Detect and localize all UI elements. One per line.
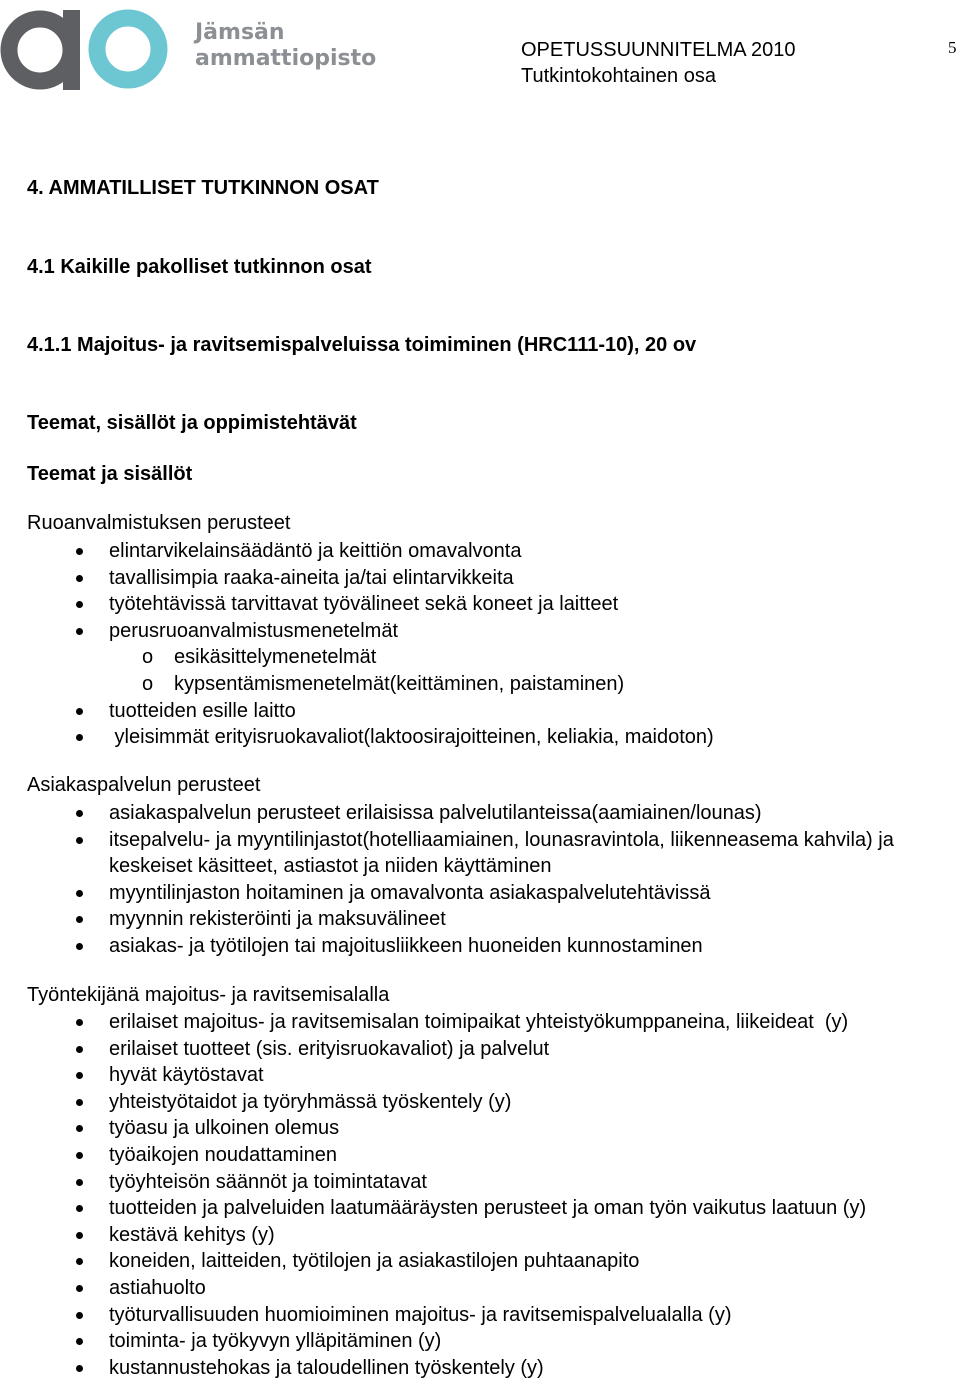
list-item: itsepalvelu- ja myyntilinjastot(hotelliaamiainen, lounasravintola, liikenneasema kahvila) ja keskeiset käsitteet, astiastot ja niiden käyttäminen <box>27 827 952 880</box>
bullet-icon <box>76 1099 83 1106</box>
list-item: perusruoanvalmistusmenetelmät <box>27 618 952 645</box>
bullet-icon <box>76 916 83 923</box>
list-item: erilaiset majoitus- ja ravitsemisalan toimipaikat yhteistyökumppaneina, liikeideat (y) <box>27 1009 952 1036</box>
section-heading: 4.1 Kaikille pakolliset tutkinnon osat <box>27 256 372 278</box>
bullet-icon <box>76 1072 83 1079</box>
list-item: työtehtävissä tarvittavat työvälineet sekä koneet ja laitteet <box>27 591 952 618</box>
sub-list-item: o kypsentämismenetelmät(keittäminen, paistaminen) <box>27 671 952 698</box>
list-item: tavallisimpia raaka-aineita ja/tai elintarvikkeita <box>27 565 952 592</box>
ao-logo-icon <box>0 0 190 100</box>
list-item: tuotteiden ja palveluiden laatumääräysten perusteet ja oman työn vaikutus laatuun (y) <box>27 1195 952 1222</box>
section-title-customer-service: Asiakaspalvelun perusteet <box>27 774 261 796</box>
school-name-line1: Jämsän <box>195 20 285 45</box>
module-heading: 4.1.1 Majoitus- ja ravitsemispalveluissa toimiminen (HRC111-10), 20 ov <box>27 334 697 356</box>
bullet-icon <box>76 1258 83 1265</box>
header-subtitle: Tutkintokohtainen osa <box>521 65 716 87</box>
list-item: hyvät käytöstavat <box>27 1062 952 1089</box>
list-item: työyhteisön säännöt ja toimintatavat <box>27 1169 952 1196</box>
list-item: astiahuolto <box>27 1275 952 1302</box>
bullet-icon <box>76 575 83 582</box>
employee-list <box>27 1009 952 1381</box>
header-title: OPETUSSUUNNITELMA 2010 <box>521 39 796 61</box>
school-name <box>195 20 376 72</box>
page-number: 5 <box>948 38 957 57</box>
bullet-icon <box>76 548 83 555</box>
list-item: työaikojen noudattaminen <box>27 1142 952 1169</box>
list-item: työasu ja ulkoinen olemus <box>27 1115 952 1142</box>
bullet-icon <box>76 1019 83 1026</box>
bullet-icon <box>76 1205 83 1212</box>
document-header <box>521 37 796 89</box>
list-item: asiakaspalvelun perusteet erilaisissa palvelutilanteissa(aamiainen/lounas) <box>27 800 952 827</box>
list-item: tuotteiden esille laitto <box>27 698 952 725</box>
section-title-food-prep: Ruoanvalmistuksen perusteet <box>27 512 291 534</box>
themes-heading: Teemat, sisällöt ja oppimistehtävät <box>27 412 357 434</box>
list-item: koneiden, laitteiden, työtilojen ja asiakastilojen puhtaanapito <box>27 1248 952 1275</box>
bullet-icon <box>76 1285 83 1292</box>
bullet-icon <box>76 708 83 715</box>
bullet-icon <box>76 1152 83 1159</box>
food-prep-list <box>27 538 952 751</box>
bullet-icon <box>76 837 83 844</box>
list-item: asiakas- ja työtilojen tai majoitusliikkeen huoneiden kunnostaminen <box>27 933 952 960</box>
bullet-icon <box>76 1046 83 1053</box>
bullet-icon <box>76 734 83 741</box>
bullet-icon <box>76 943 83 950</box>
list-item: yleisimmät erityisruokavaliot(laktoosirajoitteinen, keliakia, maidoton) <box>27 724 952 751</box>
customer-service-list <box>27 800 952 960</box>
list-item: yhteistyötaidot ja työryhmässä työskentely (y) <box>27 1089 952 1116</box>
list-item: kustannustehokas ja taloudellinen työskentely (y) <box>27 1355 952 1382</box>
bullet-icon <box>76 601 83 608</box>
bullet-icon <box>76 1125 83 1132</box>
list-item: toiminta- ja työkyvyn ylläpitäminen (y) <box>27 1328 952 1355</box>
bullet-icon <box>76 1179 83 1186</box>
list-item: myynnin rekisteröinti ja maksuvälineet <box>27 906 952 933</box>
bullet-icon <box>76 1338 83 1345</box>
bullet-icon <box>76 628 83 635</box>
list-item: elintarvikelainsäädäntö ja keittiön omavalvonta <box>27 538 952 565</box>
chapter-heading: 4. AMMATILLISET TUTKINNON OSAT <box>27 177 379 199</box>
sub-bullet-icon: o <box>142 646 154 669</box>
school-name-line2: ammattiopisto <box>195 46 377 71</box>
section-title-employee: Työntekijänä majoitus- ja ravitsemisalalla <box>27 984 390 1006</box>
bullet-icon <box>76 890 83 897</box>
bullet-icon <box>76 1232 83 1239</box>
list-item: erilaiset tuotteet (sis. erityisruokavaliot) ja palvelut <box>27 1036 952 1063</box>
bullet-icon <box>76 810 83 817</box>
bullet-icon <box>76 1365 83 1372</box>
list-item: myyntilinjaston hoitaminen ja omavalvonta asiakaspalvelutehtävissä <box>27 880 952 907</box>
sub-list-item: o esikäsittelymenetelmät <box>27 644 952 671</box>
list-item: kestävä kehitys (y) <box>27 1222 952 1249</box>
themes-contents-heading: Teemat ja sisällöt <box>27 463 193 485</box>
bullet-icon <box>76 1312 83 1319</box>
sub-bullet-icon: o <box>142 672 154 695</box>
list-item: työturvallisuuden huomioiminen majoitus- ja ravitsemispalvelualalla (y) <box>27 1302 952 1329</box>
